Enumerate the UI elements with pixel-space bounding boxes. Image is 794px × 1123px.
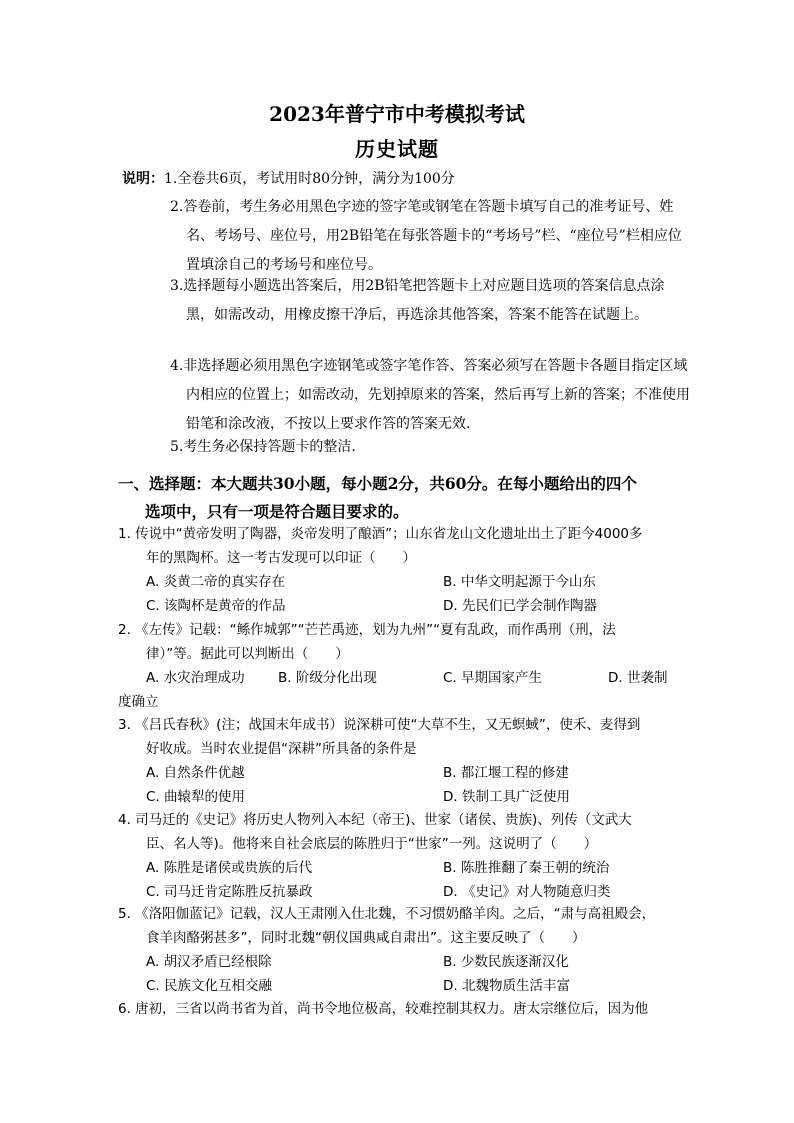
question-5-option-a[interactable]: A. 胡汉矛盾已经根除	[146, 954, 272, 970]
question-3-option-b[interactable]: B. 都江堰工程的修建	[443, 765, 569, 781]
instruction-5: 5.考生务必保持答题卡的整洁.	[170, 439, 356, 455]
question-5	[118, 902, 688, 998]
question-4-option-a[interactable]: A. 陈胜是诸侯或贵族的后代	[146, 860, 313, 876]
question-5-line-2: 食羊肉酪粥甚多”，同时北魏“朝仪国典咸自肃出”。这主要反映了（ ）	[146, 930, 586, 946]
instruction-2: 2.答卷前，考生务必用黑色字迹的签字笔或钢笔在答题卡填写自己的准考证号、姓名、考场号、座位号，用2B铅笔在每张答题卡的“考场号”栏、“座位号”栏相应位置填涂自己的考场号和座位号。	[170, 199, 682, 273]
question-2-option-a[interactable]: A. 水灾治理成功	[146, 670, 245, 686]
question-3-option-c[interactable]: C. 曲辕犁的使用	[146, 789, 246, 805]
question-2	[118, 618, 688, 714]
question-2-line-1: 2. 《左传》记载：“鲧作城郭”“芒芒禹迹，划为九州”“夏有乱政，而作禹刑（刑，法	[118, 622, 616, 638]
question-3	[118, 713, 688, 809]
question-5-option-d[interactable]: D. 北魏物质生活丰富	[443, 978, 570, 994]
question-2-option-b[interactable]: B. 阶级分化出现	[278, 670, 377, 686]
question-4-option-d[interactable]: D. 《史记》对人物随意归类	[443, 884, 611, 900]
question-4-line-2: 臣、名人等)。他将来自社会底层的陈胜归于“世家”一列。这说明了（ ）	[146, 836, 598, 852]
question-3-option-d[interactable]: D. 铁制工具广泛使用	[443, 789, 570, 805]
question-2-option-d[interactable]: D. 世袭制	[608, 670, 668, 686]
section-1-line-1: 一、选择题：本大题共30小题，每小题2分，共60分。在每小题给出的四个	[118, 474, 637, 493]
question-4	[118, 808, 688, 904]
question-1-line-2: 年的黑陶杯。这一考古发现可以印证（ ）	[146, 550, 416, 566]
question-1-option-a[interactable]: A. 炎黄二帝的真实存在	[146, 574, 286, 590]
question-4-option-c[interactable]: C. 司马迁肯定陈胜反抗暴政	[146, 884, 313, 900]
question-2-option-d-wrap: 度确立	[118, 694, 159, 710]
question-1-option-b[interactable]: B. 中华文明起源于今山东	[443, 574, 596, 590]
question-4-option-b[interactable]: B. 陈胜推翻了秦王朝的统治	[443, 860, 610, 876]
question-5-line-1: 5. 《洛阳伽蓝记》记载，汉人王肃刚入仕北魏，不习惯奶酪羊肉。之后，“肃与高祖殿会，	[118, 906, 656, 922]
exam-subtitle: 历史试题	[355, 137, 439, 161]
question-2-option-c[interactable]: C. 早期国家产生	[443, 670, 543, 686]
question-1	[118, 522, 688, 618]
question-1-line-1: 1. 传说中“黄帝发明了陶器，炎帝发明了酿酒”；山东省龙山文化遗址出土了距今4000多	[118, 526, 643, 542]
question-3-line-1: 3. 《吕氏春秋》(注；战国末年成书）说深耕可使“大草不生，又无螟蜮”，使禾、麦得到	[118, 717, 641, 733]
question-3-option-a[interactable]: A. 自然条件优越	[146, 765, 245, 781]
question-6	[118, 997, 688, 1021]
section-1-line-2: 选项中，只有一项是符合题目要求的。	[145, 502, 409, 521]
section-1-heading	[118, 470, 688, 526]
question-5-option-b[interactable]: B. 少数民族逐渐汉化	[443, 954, 569, 970]
instruction-4: 4.非选择题必须用黑色字迹钢笔或签字笔作答、答案必须写在答题卡各题目指定区域内相应的位置上；如需改动，先划掉原来的答案，然后再写上新的答案；不准使用铅笔和涂改液，不按以上要求作答的答案无效.	[170, 358, 690, 432]
question-2-line-2: 律）”等。据此可以判断出（ ）	[146, 646, 349, 662]
instructions-label: 说明：	[122, 171, 164, 187]
question-5-option-c[interactable]: C. 民族文化互相交融	[146, 978, 273, 994]
question-4-line-1: 4. 司马迁的《史记》将历史人物列入本纪（帝王)、世家（诸侯、贵族)、列传（文武大	[118, 812, 632, 828]
instruction-3: 3.选择题每小题选出答案后，用2B铅笔把答题卡上对应题目选项的答案信息点涂黑，如需改动，用橡皮擦干净后，再选涂其他答案，答案不能答在试题上。	[170, 278, 665, 323]
question-1-option-c[interactable]: C. 该陶杯是黄帝的作品	[146, 598, 286, 614]
question-1-option-d[interactable]: D. 先民们已学会制作陶器	[443, 598, 597, 614]
question-6-line-1: 6. 唐初，三省以尚书省为首，尚书令地位极高，较难控制其权力。唐太宗继位后，因为他	[118, 1001, 649, 1017]
exam-title: 2023年普宁市中考模拟考试	[269, 102, 525, 126]
instruction-1-text: 1.全卷共6页，考试用时80分钟，满分为100分	[164, 171, 455, 187]
instruction-1	[122, 165, 455, 194]
question-3-line-2: 好收成。当时农业提倡“深耕”所具备的条件是	[146, 741, 417, 757]
